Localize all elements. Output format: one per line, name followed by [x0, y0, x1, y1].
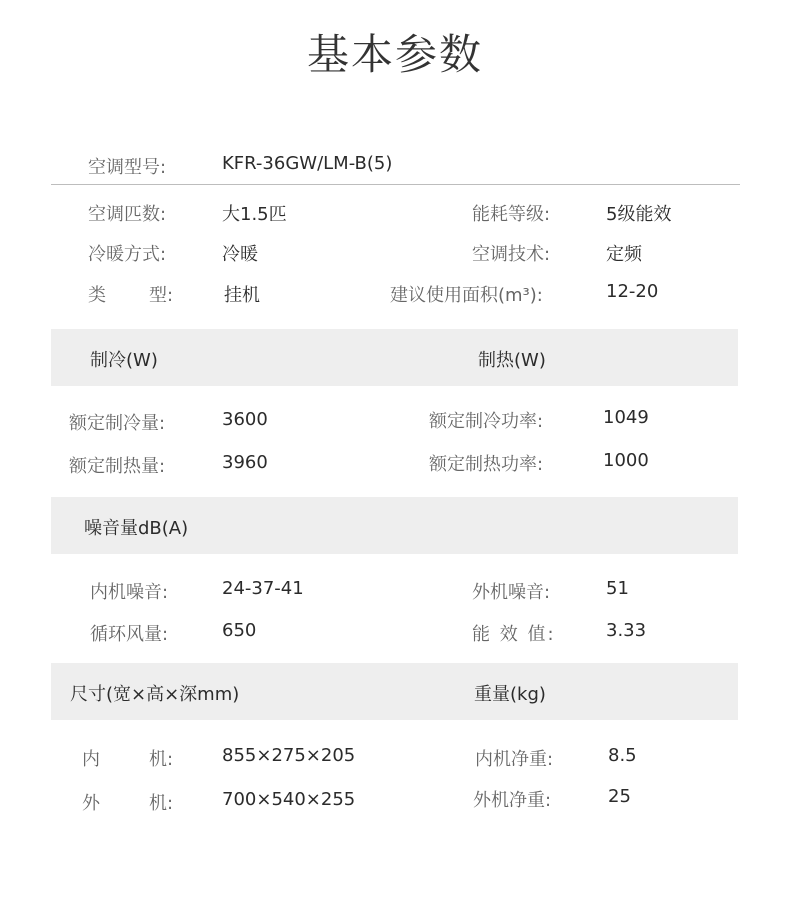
- energy-value: 5级能效: [606, 204, 672, 225]
- outdoor-noise-value: 51: [606, 578, 629, 599]
- outdoor-noise-label: 外机噪音:: [472, 582, 551, 603]
- heat-pow-label: 额定制热功率:: [429, 454, 544, 475]
- indoor-weight-value: 8.5: [608, 745, 637, 766]
- divider: [51, 184, 740, 185]
- outdoor-size-label-a: 外: [82, 793, 100, 814]
- cool-pow-value: 1049: [603, 407, 649, 428]
- indoor-weight-label: 内机净重:: [475, 749, 554, 770]
- weight-header: 重量(kg): [474, 684, 546, 705]
- indoor-noise-value: 24-37-41: [222, 578, 304, 599]
- indoor-size-label-b: 机:: [149, 749, 174, 770]
- outdoor-weight-value: 25: [608, 786, 631, 807]
- model-label: 空调型号:: [88, 157, 167, 178]
- airflow-label: 循环风量:: [90, 624, 169, 645]
- eff-label: 能 效 值:: [472, 624, 556, 645]
- hp-value: 大1.5匹: [222, 204, 287, 225]
- tech-value: 定频: [606, 244, 642, 265]
- tech-label: 空调技术:: [472, 244, 551, 265]
- heat-cap-label: 额定制热量:: [69, 456, 166, 477]
- outdoor-size-label-b: 机:: [149, 793, 174, 814]
- eff-value: 3.33: [606, 620, 647, 641]
- noise-header: 噪音量dB(A): [84, 518, 189, 539]
- indoor-noise-label: 内机噪音:: [90, 582, 169, 603]
- indoor-size-value: 855×275×205: [222, 745, 356, 766]
- mode-value: 冷暖: [222, 244, 258, 265]
- energy-label: 能耗等级:: [472, 204, 551, 225]
- type-value: 挂机: [224, 285, 260, 306]
- size-header: 尺寸(宽×高×深mm): [70, 684, 240, 705]
- cool-pow-label: 额定制冷功率:: [429, 411, 544, 432]
- airflow-value: 650: [222, 620, 257, 641]
- type-label-a: 类: [88, 285, 106, 306]
- heat-cap-value: 3960: [222, 452, 268, 473]
- model-value: KFR-36GW/LM-B(5): [222, 153, 393, 174]
- indoor-size-label-a: 内: [82, 749, 100, 770]
- outdoor-size-value: 700×540×255: [222, 789, 356, 810]
- cool-cap-value: 3600: [222, 409, 268, 430]
- mode-label: 冷暖方式:: [88, 244, 167, 265]
- cool-header: 制冷(W): [90, 350, 158, 371]
- page-title: 基本参数: [306, 30, 483, 79]
- hp-label: 空调匹数:: [88, 204, 167, 225]
- area-value: 12-20: [606, 281, 659, 302]
- heat-header: 制热(W): [478, 350, 546, 371]
- cool-cap-label: 额定制冷量:: [69, 413, 166, 434]
- heat-pow-value: 1000: [603, 450, 649, 471]
- outdoor-weight-label: 外机净重:: [473, 790, 552, 811]
- area-label: 建议使用面积(m³):: [390, 285, 543, 306]
- type-label-b: 型:: [149, 285, 174, 306]
